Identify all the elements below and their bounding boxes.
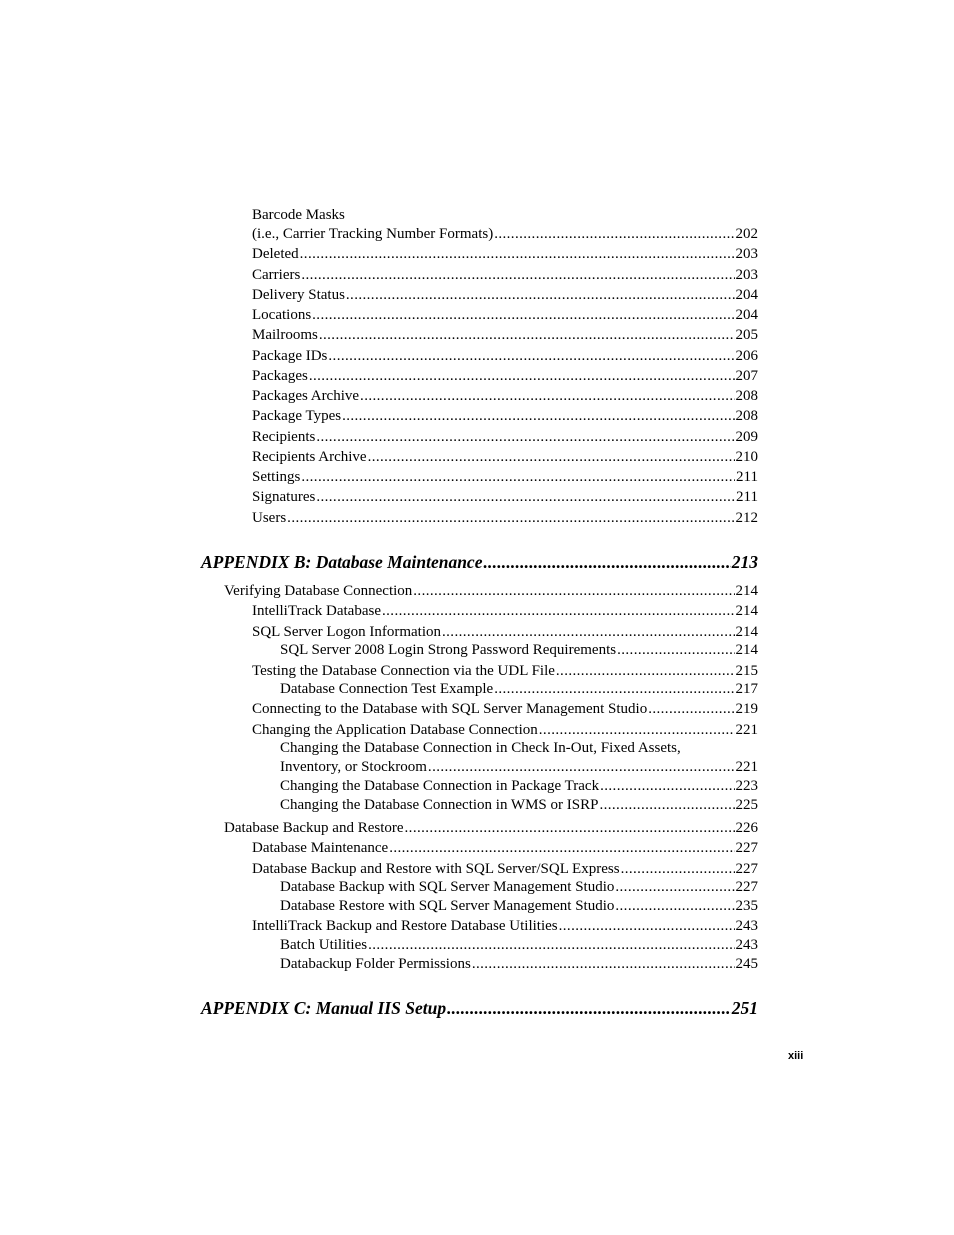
entry-title: Inventory, or Stockroom: [280, 759, 427, 775]
entry-page: 221: [735, 722, 758, 738]
dot-leader: [300, 245, 735, 263]
entry-title: Connecting to the Database with SQL Server Management Studio: [252, 701, 648, 717]
dot-leader: [316, 488, 735, 506]
toc-entry: [280, 739, 758, 757]
dot-leader: [617, 641, 734, 659]
entry-title: Packages: [252, 368, 308, 384]
entry-title: Deleted: [252, 246, 299, 262]
dot-leader: [312, 306, 734, 324]
entry-title: Changing the Database Connection in Package Track: [280, 778, 600, 794]
dot-leader: [342, 407, 734, 425]
entry-title: Changing the Database Connection in WMS or ISRP: [280, 797, 599, 813]
entry-page: 219: [735, 701, 758, 717]
toc-entry: [252, 468, 758, 486]
dot-leader: [447, 997, 731, 1019]
entry-title: Recipients Archive: [252, 449, 367, 465]
entry-page: 208: [735, 388, 758, 404]
toc-entry: [280, 680, 758, 698]
entry-title: IntelliTrack Backup and Restore Database Utilities: [252, 918, 558, 934]
dot-leader: [472, 955, 735, 973]
entry-title: Carriers: [252, 267, 301, 283]
dot-leader: [346, 286, 735, 304]
entry-page: 245: [735, 956, 758, 972]
dot-leader: [368, 448, 735, 466]
dot-leader: [428, 758, 735, 776]
toc-entry: [252, 448, 758, 466]
entry-title: Settings: [252, 469, 301, 485]
toc-entry: [252, 347, 758, 365]
entry-page: 202: [735, 226, 758, 242]
entry-title: IntelliTrack Database: [252, 603, 381, 619]
entry-page: 204: [735, 307, 758, 323]
entry-title: Changing the Application Database Connection: [252, 722, 538, 738]
toc-entry: [252, 662, 758, 680]
entry-title: Changing the Database Connection in Check In-Out, Fixed Assets,: [280, 740, 681, 756]
entry-page: 217: [735, 681, 758, 697]
entry-title: APPENDIX B: Database Maintenance: [201, 552, 483, 572]
dot-leader: [494, 225, 734, 243]
entry-page: 211: [736, 489, 758, 505]
toc-entry: [280, 796, 758, 814]
toc-entry: [252, 488, 758, 506]
entry-page: 215: [735, 663, 758, 679]
entry-page: 204: [735, 287, 758, 303]
entry-page: 243: [735, 918, 758, 934]
toc-entry: [252, 206, 758, 224]
dot-leader: [615, 878, 734, 896]
toc-entry: [280, 955, 758, 973]
dot-leader: [360, 387, 734, 405]
entry-title: Database Backup with SQL Server Management Studio: [280, 879, 615, 895]
entry-title: SQL Server 2008 Login Strong Password Requirements: [280, 642, 617, 658]
entry-page: 208: [735, 408, 758, 424]
dot-leader: [368, 936, 734, 954]
entry-page: 209: [735, 429, 758, 445]
entry-title: Package Types: [252, 408, 342, 424]
entry-title: Database Connection Test Example: [280, 681, 494, 697]
entry-title: Database Restore with SQL Server Management Studio: [280, 898, 615, 914]
entry-title: Packages Archive: [252, 388, 360, 404]
appendix-heading: [201, 997, 758, 1019]
dot-leader: [287, 509, 734, 527]
toc-entry: [280, 897, 758, 915]
entry-title: Testing the Database Connection via the UDL File: [252, 663, 555, 679]
toc-entry: [224, 819, 758, 837]
toc-entry: [252, 387, 758, 405]
entry-page: 214: [735, 583, 758, 599]
dot-leader: [621, 860, 735, 878]
dot-leader: [413, 582, 734, 600]
entry-title: Batch Utilities: [280, 937, 368, 953]
entry-page: 211: [736, 469, 758, 485]
entry-title: (i.e., Carrier Tracking Number Formats): [252, 226, 494, 242]
toc-entry: [252, 266, 758, 284]
toc-entry: [252, 245, 758, 263]
entry-page: 225: [735, 797, 758, 813]
entry-page: 251: [731, 998, 758, 1018]
entry-title: Mailrooms: [252, 327, 318, 343]
appendix-heading: [201, 551, 758, 573]
dot-leader: [328, 347, 734, 365]
toc-entry: [252, 367, 758, 385]
entry-page: 213: [731, 552, 758, 572]
entry-page: 206: [735, 348, 758, 364]
toc-entry: [252, 407, 758, 425]
entry-page: 203: [735, 267, 758, 283]
toc-entry: [280, 641, 758, 659]
toc-entry: [224, 582, 758, 600]
dot-leader: [483, 551, 730, 573]
toc-entry: [252, 917, 758, 935]
entry-title: Barcode Masks: [252, 207, 345, 223]
dot-leader: [615, 897, 734, 915]
dot-leader: [389, 839, 734, 857]
toc-entry: [280, 758, 758, 776]
entry-page: 212: [735, 510, 758, 526]
dot-leader: [301, 468, 735, 486]
dot-leader: [539, 721, 735, 739]
toc-entry: [280, 777, 758, 795]
entry-page: 235: [735, 898, 758, 914]
dot-leader: [599, 796, 734, 814]
entry-page: 205: [735, 327, 758, 343]
toc-entry: [252, 721, 758, 739]
dot-leader: [494, 680, 734, 698]
entry-page: 210: [735, 449, 758, 465]
entry-title: Delivery Status: [252, 287, 345, 303]
entry-page: 207: [735, 368, 758, 384]
entry-title: Package IDs: [252, 348, 328, 364]
dot-leader: [301, 266, 734, 284]
dot-leader: [648, 700, 734, 718]
entry-title: Database Backup and Restore: [224, 820, 404, 836]
entry-title: Verifying Database Connection: [224, 583, 413, 599]
entry-page: 214: [735, 603, 758, 619]
entry-page: 226: [735, 820, 758, 836]
entry-page: 227: [735, 861, 758, 877]
toc-entry: [252, 602, 758, 620]
toc-entry: [252, 326, 758, 344]
entry-page: 223: [735, 778, 758, 794]
entry-title: Signatures: [252, 489, 316, 505]
entry-title: Users: [252, 510, 287, 526]
toc-entry: [252, 700, 758, 718]
toc-entry: [280, 878, 758, 896]
entry-page: 214: [735, 624, 758, 640]
toc-entry: [252, 839, 758, 857]
toc-entry: [252, 225, 758, 243]
dot-leader: [405, 819, 735, 837]
entry-title: SQL Server Logon Information: [252, 624, 441, 640]
entry-title: Database Backup and Restore with SQL Server/SQL Express: [252, 861, 620, 877]
entry-title: Databackup Folder Permissions: [280, 956, 471, 972]
entry-page: 243: [735, 937, 758, 953]
entry-page: 221: [735, 759, 758, 775]
dot-leader: [309, 367, 735, 385]
page-number: xiii: [788, 1050, 804, 1062]
dot-leader: [316, 428, 734, 446]
toc-entry: [252, 509, 758, 527]
toc-entry: [252, 428, 758, 446]
entry-title: Locations: [252, 307, 312, 323]
entry-title: Recipients: [252, 429, 316, 445]
entry-title: Database Maintenance: [252, 840, 389, 856]
dot-leader: [600, 777, 734, 795]
entry-page: 203: [735, 246, 758, 262]
toc-entry: [252, 286, 758, 304]
dot-leader: [556, 662, 735, 680]
dot-leader: [559, 917, 735, 935]
entry-page: 227: [735, 840, 758, 856]
toc-entry: [252, 623, 758, 641]
toc-entry: [280, 936, 758, 954]
dot-leader: [442, 623, 735, 641]
toc-entry: [252, 306, 758, 324]
toc-entry: [252, 860, 758, 878]
entry-page: 214: [735, 642, 758, 658]
dot-leader: [319, 326, 735, 344]
entry-page: 227: [735, 879, 758, 895]
entry-title: APPENDIX C: Manual IIS Setup: [201, 998, 447, 1018]
dot-leader: [382, 602, 735, 620]
